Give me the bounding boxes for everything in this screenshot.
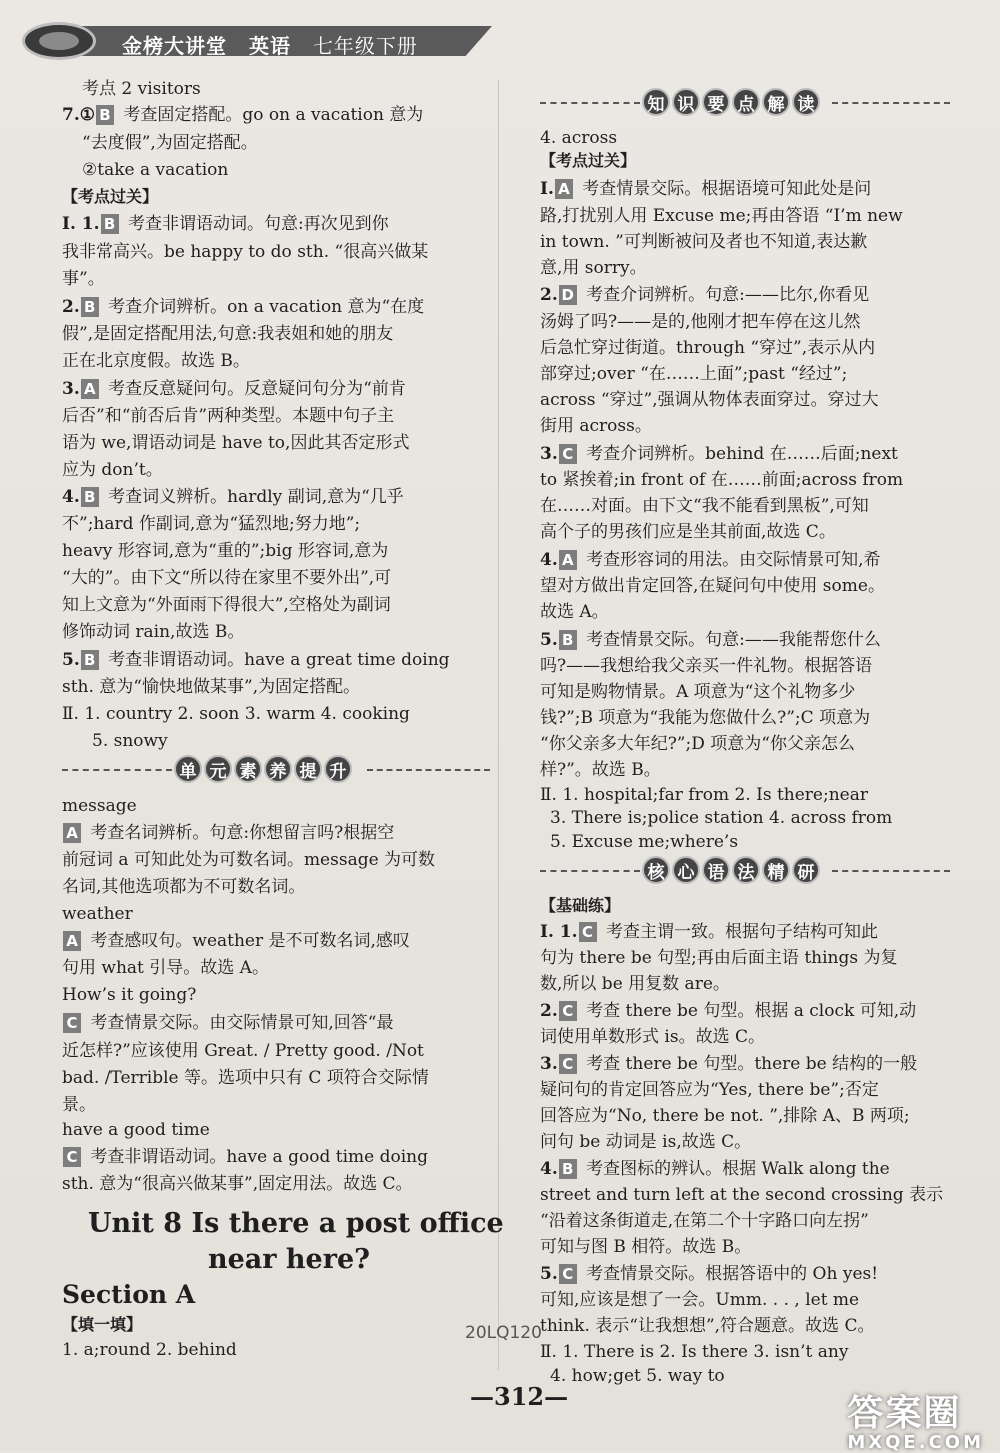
section-label: 【基础练】 bbox=[540, 896, 621, 915]
text-line: 句为 there be 句型;再由后面主语 things 为复 bbox=[540, 948, 898, 968]
text-line: 4. how;get 5. way to bbox=[550, 1366, 725, 1386]
banner-unit-improvement: 单 元 素 养 提 升 bbox=[62, 755, 490, 785]
text-line: Ⅱ. 1. There is 2. Is there 3. isn’t any bbox=[540, 1342, 849, 1362]
text-line: 景。 bbox=[62, 1095, 96, 1115]
text-line: 5. snowy bbox=[92, 731, 168, 751]
page-header bbox=[22, 22, 477, 60]
text-line: 汤姆了吗?——是的,他刚才把车停在这儿然 bbox=[540, 312, 861, 332]
answer-box: C bbox=[579, 922, 597, 942]
answer-j3: 3. C 考查 there be 句型。there be 结构的一般 bbox=[540, 1054, 918, 1074]
answer-i1: Ⅰ. 1. B 考查非谓语动词。句意:再次见到你 bbox=[62, 214, 389, 234]
text-line: bad. /Terrible 等。选项中只有 C 项符合交际情 bbox=[62, 1068, 429, 1088]
text-line: 问句 be 动词是 is,故选 C。 bbox=[540, 1132, 752, 1152]
text-line: 后急忙穿过街道。through “穿过”,表示从内 bbox=[540, 338, 876, 358]
text-line: 可知,应该是想了一会。Umm. . . , let me bbox=[540, 1290, 860, 1310]
text-line: 修饰动词 rain,故选 B。 bbox=[62, 622, 245, 642]
text-line: 街用 across。 bbox=[540, 416, 652, 436]
text-line: 路,打扰别人用 Excuse me;再由答语 “I’m new bbox=[540, 206, 903, 226]
answer-q4: 4. A 考查形容词的用法。由交际情景可知,希 bbox=[540, 550, 881, 570]
text-line: 望对方做出肯定回答,在疑问句中使用 some。 bbox=[540, 576, 885, 596]
text-line: think. 表示“让我想想”,符合题意。故选 C。 bbox=[540, 1316, 875, 1336]
answer-box: C bbox=[63, 1147, 81, 1167]
text-line: 3. There is;police station 4. across from bbox=[550, 808, 893, 828]
text-line: 前冠词 a 可知此处为可数名词。message 为可数 bbox=[62, 850, 436, 870]
text-line: 4. across bbox=[540, 128, 618, 148]
section-label: 【填一填】 bbox=[62, 1315, 143, 1334]
answer-box: B bbox=[81, 650, 99, 670]
series-name: 金榜大讲堂 bbox=[122, 34, 227, 58]
text-line: 词使用单数形式 is。故选 C。 bbox=[540, 1027, 765, 1047]
answer-q7: 7.① B 考查固定搭配。go on a vacation 意为 bbox=[62, 105, 424, 125]
text-line: sth. 意为“很高兴做某事”,固定用法。故选 C。 bbox=[62, 1174, 413, 1194]
section-label: 【考点过关】 bbox=[540, 151, 637, 170]
unit-title: Unit 8 Is there a post office bbox=[88, 1208, 504, 1239]
answer-box: A bbox=[559, 550, 577, 570]
answer-box: A bbox=[555, 179, 573, 199]
answer-i4: 4. B 考查词义辨析。hardly 副词,意为“几乎 bbox=[62, 487, 404, 507]
text-line: in town. ”可判断被问及者也不知道,表达歉 bbox=[540, 232, 868, 252]
text-line: street and turn left at the second crossing 表示 bbox=[540, 1185, 944, 1205]
text-line: 钱?”;B 项意为“我能为您做什么?”;C 项意为 bbox=[540, 708, 871, 728]
watermark-logo: 答案圈 MXQE.COM bbox=[847, 1393, 984, 1453]
answer-box: B bbox=[559, 1159, 577, 1179]
answer-q1: Ⅰ. A 考查情景交际。根据语境可知此处是问 bbox=[540, 179, 872, 199]
text-line: to 紧挨着;in front of 在……前面;across from bbox=[540, 470, 904, 490]
text-line: 不”;hard 作副词,意为“猛烈地;努力地”; bbox=[62, 514, 361, 534]
text-line: 部穿过;over “在……上面”;past “经过”; bbox=[540, 364, 848, 384]
answer-box: A bbox=[81, 379, 99, 399]
text-line: Ⅱ. 1. hospital;far from 2. Is there;near bbox=[540, 785, 868, 805]
subject-name: 英语 bbox=[248, 34, 291, 58]
text-line: ②take a vacation bbox=[82, 160, 229, 180]
text-line: 句用 what 引导。故选 A。 bbox=[62, 958, 269, 978]
answer-m4: C 考查非谓语动词。have a good time doing bbox=[62, 1145, 428, 1169]
answer-j2: 2. C 考查 there be 句型。根据 a clock 可知,动 bbox=[540, 1001, 917, 1021]
answer-box: B bbox=[81, 297, 99, 317]
answer-m2: A 考查感叹句。weather 是不可数名词,感叹 bbox=[62, 929, 410, 953]
answer-box: D bbox=[559, 285, 577, 305]
answer-box: C bbox=[559, 1054, 577, 1074]
answer-box: B bbox=[81, 487, 99, 507]
answer-j4: 4. B 考查图标的辨认。根据 Walk along the bbox=[540, 1159, 890, 1179]
text-line: “大的”。由下文“所以待在家里不要外出”,可 bbox=[62, 568, 392, 588]
answer-box: C bbox=[559, 1264, 577, 1284]
text-line: 应为 don’t。 bbox=[62, 460, 163, 480]
print-code: 20LQ120 bbox=[465, 1323, 542, 1343]
answer-j1: Ⅰ. 1. C 考查主谓一致。根据句子结构可知此 bbox=[540, 922, 878, 942]
text-line: 假”,是固定搭配用法,句意:我表姐和她的朋友 bbox=[62, 324, 394, 344]
answer-box: B bbox=[101, 214, 119, 234]
text-line: 疑问句的肯定回答应为“Yes, there be”;否定 bbox=[540, 1080, 879, 1100]
text-line: 事”。 bbox=[62, 269, 105, 289]
text-line: 考点 2 visitors bbox=[82, 79, 201, 99]
answer-box: B bbox=[96, 105, 114, 125]
answer-i2: 2. B 考查介词辨析。on a vacation 意为“在度 bbox=[62, 297, 425, 317]
text-line: “沿着这条街道走,在第二个十字路口向左拐” bbox=[540, 1211, 869, 1231]
answer-i5: 5. B 考查非谓语动词。have a great time doing bbox=[62, 650, 450, 670]
text-line: message bbox=[62, 796, 137, 816]
answer-box: B bbox=[559, 630, 577, 650]
text-line: sth. 意为“愉快地做某事”,为固定搭配。 bbox=[62, 677, 361, 697]
text-line: 吗?——我想给我父亲买一件礼物。根据答语 bbox=[540, 656, 873, 676]
text-line: 后否”和“前否后肯”两种类型。本题中句子主 bbox=[62, 406, 395, 426]
text-line: “去度假”,为固定搭配。 bbox=[82, 133, 258, 153]
page-number: —312— bbox=[470, 1382, 569, 1411]
text-line: 5. Excuse me;where’s bbox=[550, 832, 739, 852]
text-line: Ⅱ. 1. country 2. soon 3. warm 4. cooking bbox=[62, 704, 410, 724]
header-title bbox=[122, 30, 432, 59]
text-line: 样?”。故选 B。 bbox=[540, 760, 661, 780]
text-line: weather bbox=[62, 904, 133, 924]
banner-knowledge-points: 知 识 要 点 解 读 bbox=[540, 88, 950, 118]
text-line: 近怎样?”应该使用 Great. / Pretty good. /Not bbox=[62, 1041, 424, 1061]
text-line: How’s it going? bbox=[62, 985, 197, 1005]
text-line: 名词,其他选项都为不可数名词。 bbox=[62, 877, 306, 897]
text-line: 知上文意为“外面雨下得很大”,空格处为副词 bbox=[62, 595, 391, 615]
answer-box: C bbox=[559, 1001, 577, 1021]
text-line: 故选 A。 bbox=[540, 602, 609, 622]
answer-q5: 5. B 考查情景交际。句意:——我能帮您什么 bbox=[540, 630, 881, 650]
answer-q2: 2. D 考查介词辨析。句意:——比尔,你看见 bbox=[540, 285, 870, 305]
text-line: 意,用 sorry。 bbox=[540, 258, 647, 278]
answer-m1: A 考查名词辨析。句意:你想留言吗?根据空 bbox=[62, 821, 394, 845]
banner-core-grammar: 核 心 语 法 精 研 bbox=[540, 856, 950, 886]
text-line: 语为 we,谓语动词是 have to,因此其否定形式 bbox=[62, 433, 410, 453]
answer-box: A bbox=[63, 823, 81, 843]
text-line: 在……对面。由下文“我不能看到黑板”,可知 bbox=[540, 496, 869, 516]
answer-j5: 5. C 考查情景交际。根据答语中的 Oh yes! bbox=[540, 1264, 879, 1284]
text-line: 数,所以 be 用复数 are。 bbox=[540, 974, 730, 994]
text-line: 1. a;round 2. behind bbox=[62, 1340, 237, 1360]
text-line: heavy 形容词,意为“重的”;big 形容词,意为 bbox=[62, 541, 389, 561]
text-line: 我非常高兴。be happy to do sth. “很高兴做某 bbox=[62, 242, 429, 262]
answer-i3: 3. A 考查反意疑问句。反意疑问句分为“前肯 bbox=[62, 379, 406, 399]
text-line: 正在北京度假。故选 B。 bbox=[62, 351, 250, 371]
grade-name: 七年级下册 bbox=[312, 34, 418, 58]
text-line: have a good time bbox=[62, 1120, 210, 1140]
section-title: Section A bbox=[62, 1280, 196, 1309]
text-line: 可知是购物情景。A 项意为“这个礼物多少 bbox=[540, 682, 856, 702]
unit-title-line2: near here? bbox=[208, 1244, 370, 1275]
text-line: “你父亲多大年纪?”;D 项意为“你父亲怎么 bbox=[540, 734, 855, 754]
answer-box: A bbox=[63, 931, 81, 951]
text-line: 高个子的男孩们应是坐其前面,故选 C。 bbox=[540, 522, 836, 542]
text-line: across “穿过”,强调从物体表面穿过。穿过大 bbox=[540, 390, 879, 410]
answer-box: C bbox=[559, 444, 577, 464]
column-divider bbox=[498, 80, 499, 1370]
section-label: 【考点过关】 bbox=[62, 187, 159, 206]
answer-box: C bbox=[63, 1013, 81, 1033]
publisher-logo-icon bbox=[22, 22, 96, 60]
text-line: 回答应为“No, there be not. ”,排除 A、B 两项; bbox=[540, 1106, 910, 1126]
answer-q3: 3. C 考查介词辨析。behind 在……后面;next bbox=[540, 444, 898, 464]
answer-m3: C 考查情景交际。由交际情景可知,回答“最 bbox=[62, 1011, 394, 1035]
text-line: 可知与图 B 相符。故选 B。 bbox=[540, 1237, 752, 1257]
